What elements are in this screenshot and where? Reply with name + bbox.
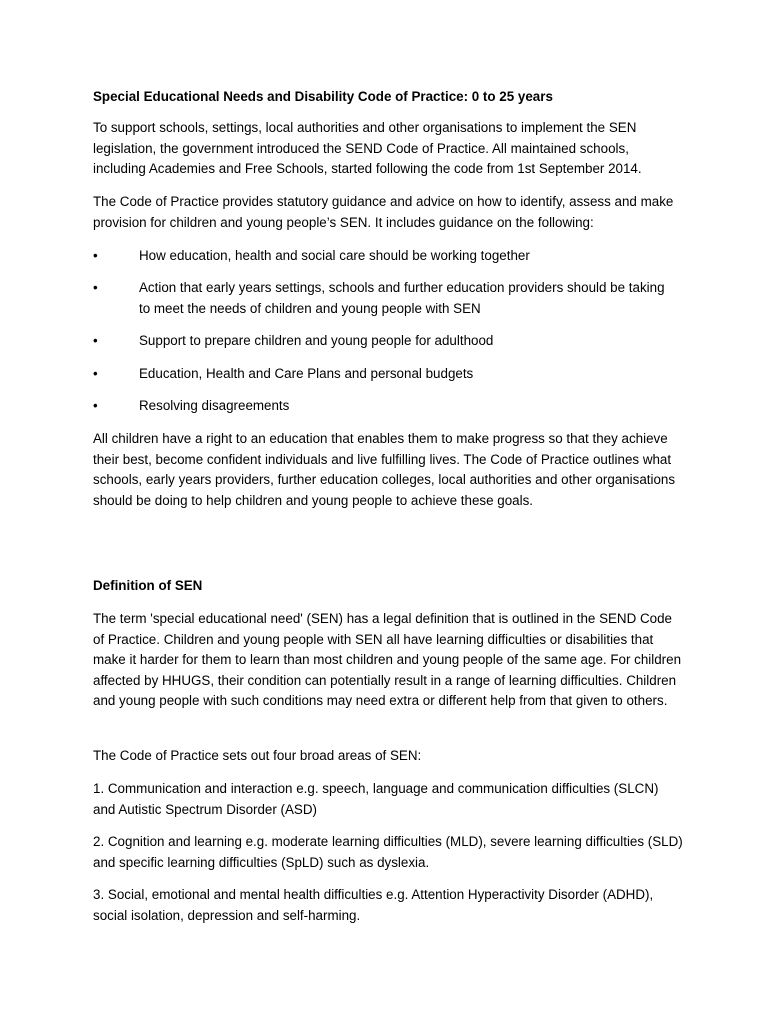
- intro-paragraph: To support schools, settings, local authorities and other organisations to implement the SEN legislation, the government introduced the SEND Code of Practice. All maintained schools, including Academies and Free Schools, started following the code from 1st September 2014.: [93, 120, 642, 176]
- bullet-text: How education, health and social care should be working together: [139, 248, 530, 263]
- bullet-icon: •: [93, 333, 98, 348]
- bullet-icon: •: [93, 398, 98, 413]
- guidance-paragraph: The Code of Practice provides statutory guidance and advice on how to identify, assess and make provision for children and young people’s SEN. It includes guidance on the following:: [93, 194, 674, 230]
- rights-paragraph: All children have a right to an education that enables them to make progress so that they achieve their best, become confident individuals and live fulfilling lives. The Code of Practice outlines what schools, early years providers, further education colleges, local authorities and other organisations should be doing to help children and young people to achieve these goals.: [93, 431, 676, 508]
- document-title: Special Educational Needs and Disability Code of Practice: 0 to 25 years: [93, 89, 553, 104]
- area-item: 2. Cognition and learning e.g. moderate learning difficulties (MLD), severe learning difficulties (SLD) and specific learning difficulties (SpLD) such as dyslexia.: [93, 834, 683, 870]
- definition-paragraph: The term 'special educational need' (SEN) has a legal definition that is outlined in the SEND Code of Practice. Children and young people with SEN all have learning difficulties or disabilities that make it harder for them to learn than most children and young people of the same age. For children affected by HHUGS, their condition can potentially result in a range of learning difficulties. Children and young people with such conditions may need extra or different help from that given to others.: [93, 611, 682, 708]
- bullet-text: Education, Health and Care Plans and personal budgets: [139, 366, 474, 381]
- bullet-text: Support to prepare children and young people for adulthood: [139, 333, 494, 348]
- area-item: 3. Social, emotional and mental health difficulties e.g. Attention Hyperactivity Disorder (ADHD), social isolation, depression and self-harming.: [93, 887, 654, 923]
- bullet-icon: •: [93, 248, 98, 263]
- area-item: 1. Communication and interaction e.g. speech, language and communication difficulties (SLCN) and Autistic Spectrum Disorder (ASD): [93, 781, 659, 817]
- bullet-icon: •: [93, 366, 98, 381]
- bullet-icon: •: [93, 280, 98, 295]
- areas-intro: The Code of Practice sets out four broad areas of SEN:: [93, 748, 422, 763]
- bullet-text: Resolving disagreements: [139, 398, 290, 413]
- definition-heading: Definition of SEN: [93, 578, 203, 593]
- bullet-text: Action that early years settings, schools and further education providers should be taking to meet the needs of children and young people with SEN: [139, 280, 665, 316]
